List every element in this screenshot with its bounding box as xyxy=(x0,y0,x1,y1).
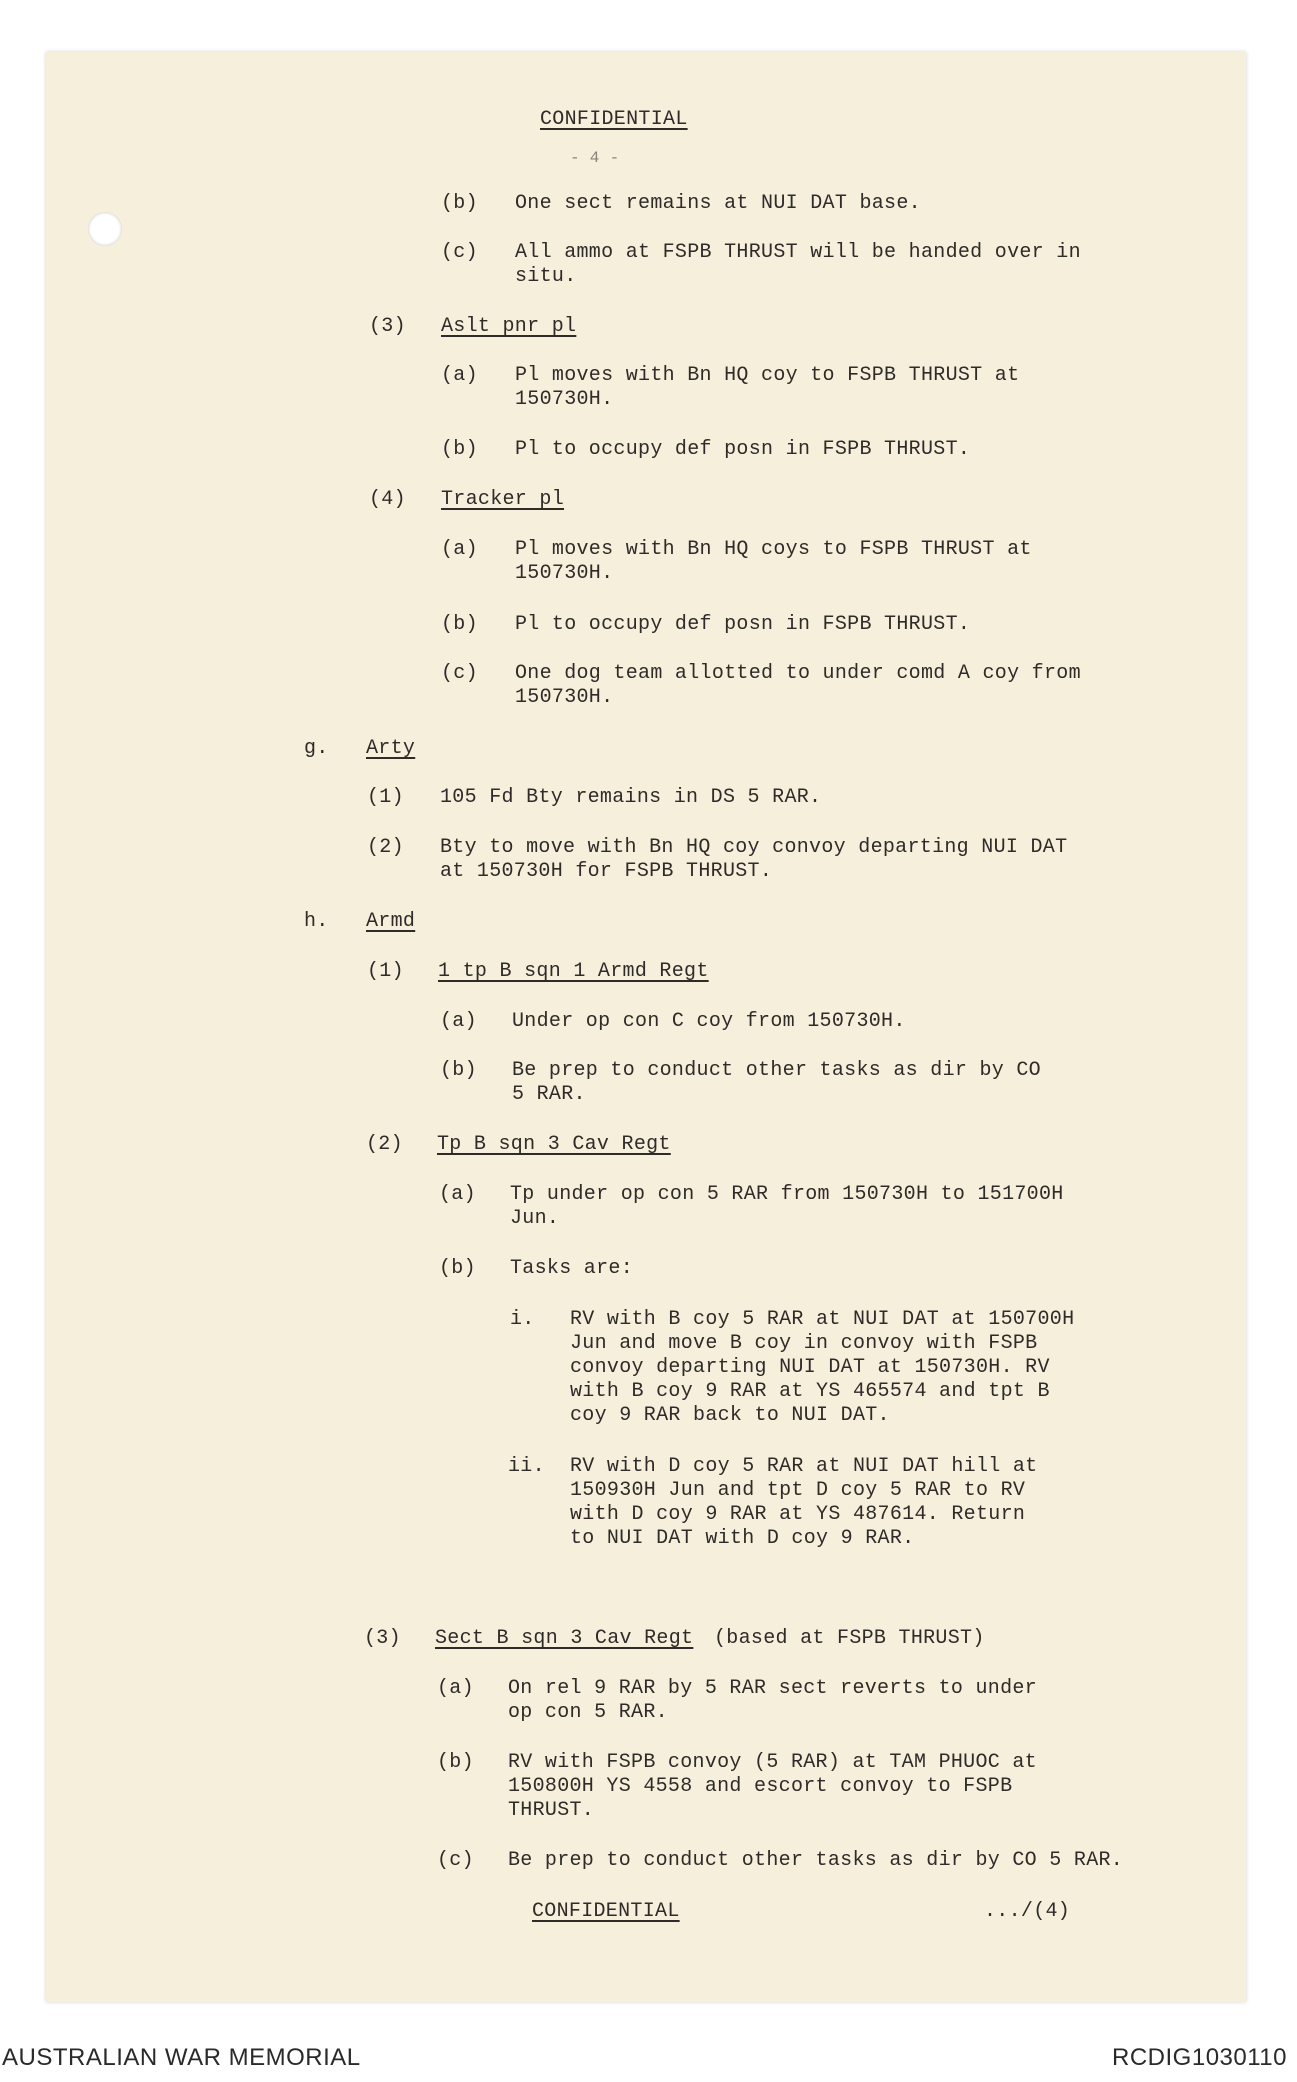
section-heading: Tp B sqn 3 Cav Regt xyxy=(437,1133,671,1156)
section-heading: 1 tp B sqn 1 Armd Regt xyxy=(438,960,709,983)
body-text: 150800H YS 4558 and escort convoy to FSPB xyxy=(508,1775,1013,1798)
body-text: Jun and move B coy in convoy with FSPB xyxy=(570,1332,1038,1355)
item-label: (b) xyxy=(439,1257,476,1280)
item-label: h. xyxy=(304,910,329,933)
body-text: Under op con C coy from 150730H. xyxy=(512,1010,906,1033)
body-text: with D coy 9 RAR at YS 487614. Return xyxy=(570,1503,1026,1526)
body-text: Tp under op con 5 RAR from 150730H to 151700H xyxy=(510,1183,1064,1206)
item-label: (1) xyxy=(367,786,404,809)
body-text: THRUST. xyxy=(508,1799,595,1822)
section-heading: Aslt pnr pl xyxy=(441,315,577,338)
item-label: (b) xyxy=(441,613,478,636)
section-heading: Tracker pl xyxy=(441,488,565,511)
page-number: - 4 - xyxy=(570,149,620,167)
item-label: (c) xyxy=(441,662,478,685)
item-label: (a) xyxy=(437,1677,474,1700)
item-label: (a) xyxy=(440,1010,477,1033)
section-heading: Armd xyxy=(366,910,416,933)
body-text: 150730H. xyxy=(515,388,614,411)
item-label: (3) xyxy=(369,315,406,338)
item-label: (b) xyxy=(441,438,478,461)
body-text: On rel 9 RAR by 5 RAR sect reverts to under xyxy=(508,1677,1037,1700)
item-label: (b) xyxy=(441,192,478,215)
body-text: to NUI DAT with D coy 9 RAR. xyxy=(570,1527,915,1550)
body-text: coy 9 RAR back to NUI DAT. xyxy=(570,1404,890,1427)
body-text: 150730H. xyxy=(515,562,614,585)
body-text: 150930H Jun and tpt D coy 5 RAR to RV xyxy=(570,1479,1026,1502)
body-text: RV with B coy 5 RAR at NUI DAT at 150700H xyxy=(570,1308,1075,1331)
item-label: (2) xyxy=(367,836,404,859)
item-label: (b) xyxy=(440,1059,477,1082)
archive-id: RCDIG1030110 xyxy=(1112,2044,1287,2071)
body-text: 5 RAR. xyxy=(512,1083,586,1106)
body-text: situ. xyxy=(515,265,577,288)
item-label: (3) xyxy=(364,1627,401,1650)
punch-hole xyxy=(88,212,122,246)
body-text: Jun. xyxy=(510,1207,560,1230)
body-text: All ammo at FSPB THRUST will be handed over in xyxy=(515,241,1081,264)
section-heading: Sect B sqn 3 Cav Regt xyxy=(435,1627,694,1650)
body-text: at 150730H for FSPB THRUST. xyxy=(440,860,773,883)
item-label: ii. xyxy=(508,1455,545,1478)
item-label: g. xyxy=(304,737,329,760)
body-text: Pl to occupy def posn in FSPB THRUST. xyxy=(515,438,971,461)
body-text: One sect remains at NUI DAT base. xyxy=(515,192,921,215)
body-text: Pl to occupy def posn in FSPB THRUST. xyxy=(515,613,971,636)
body-text: RV with D coy 5 RAR at NUI DAT hill at xyxy=(570,1455,1038,1478)
body-text: Pl moves with Bn HQ coys to FSPB THRUST at xyxy=(515,538,1032,561)
body-text: Be prep to conduct other tasks as dir by CO xyxy=(512,1059,1041,1082)
body-text: Bty to move with Bn HQ coy convoy departing NUI DAT xyxy=(440,836,1068,859)
continuation-marker: .../(4) xyxy=(984,1900,1071,1923)
item-label: (a) xyxy=(439,1183,476,1206)
item-label: (4) xyxy=(369,488,406,511)
body-text: Be prep to conduct other tasks as dir by CO 5 RAR. xyxy=(508,1849,1124,1872)
body-text: with B coy 9 RAR at YS 465574 and tpt B xyxy=(570,1380,1050,1403)
header-classification: CONFIDENTIAL xyxy=(540,108,688,131)
item-label: (a) xyxy=(441,538,478,561)
item-label: (1) xyxy=(367,960,404,983)
body-text: 105 Fd Bty remains in DS 5 RAR. xyxy=(440,786,822,809)
body-text: op con 5 RAR. xyxy=(508,1701,668,1724)
item-label: (c) xyxy=(441,241,478,264)
body-text: Tasks are: xyxy=(510,1257,634,1280)
item-label: (c) xyxy=(437,1849,474,1872)
body-text: 150730H. xyxy=(515,686,614,709)
body-text: RV with FSPB convoy (5 RAR) at TAM PHUOC at xyxy=(508,1751,1037,1774)
body-text: convoy departing NUI DAT at 150730H. RV xyxy=(570,1356,1050,1379)
body-text: (based at FSPB THRUST) xyxy=(714,1627,985,1650)
item-label: (2) xyxy=(366,1133,403,1156)
item-label: (a) xyxy=(441,364,478,387)
section-heading: Arty xyxy=(366,737,416,760)
item-label: i. xyxy=(510,1308,535,1331)
footer-classification: CONFIDENTIAL xyxy=(532,1900,680,1923)
archive-name: AUSTRALIAN WAR MEMORIAL xyxy=(2,2044,361,2071)
item-label: (b) xyxy=(437,1751,474,1774)
body-text: Pl moves with Bn HQ coy to FSPB THRUST at xyxy=(515,364,1020,387)
body-text: One dog team allotted to under comd A coy from xyxy=(515,662,1081,685)
